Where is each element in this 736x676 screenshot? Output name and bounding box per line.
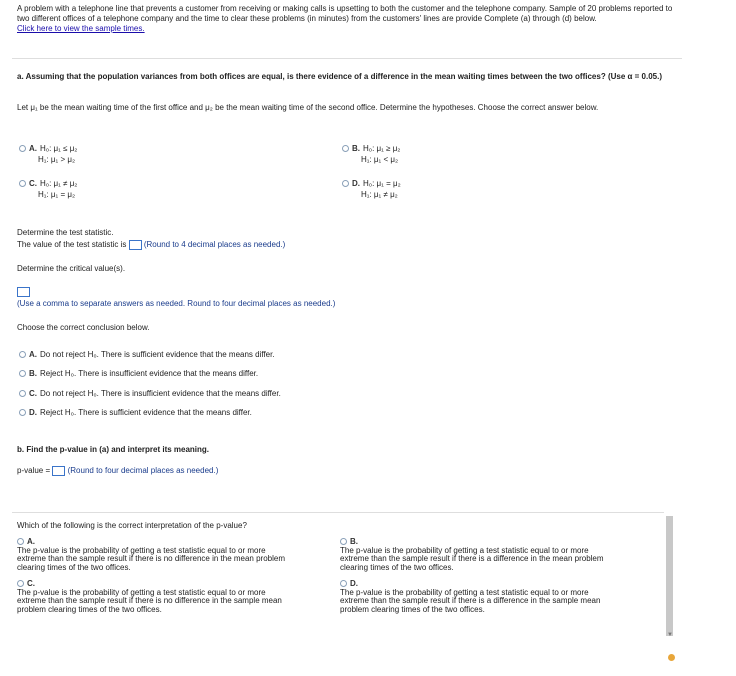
divider xyxy=(12,512,664,513)
radio-button[interactable] xyxy=(19,180,26,187)
conclusion-option-b[interactable]: B. Reject H₀. There is insufficient evidence that the means differ. xyxy=(19,369,258,379)
pvalue-hint: (Round to four decimal places as needed.) xyxy=(67,466,219,475)
critical-value-input[interactable] xyxy=(17,287,30,297)
test-stat-input[interactable] xyxy=(129,240,142,250)
part-a-question: a. Assuming that the population variances from both offices are equal, is there evidence of a difference in the mean waiting times between the two offices? (Use α = 0.05.) xyxy=(17,72,662,81)
hypothesis-option-d[interactable]: D. H₀: μ₁ = μ₂ H₁: μ₁ ≠ μ₂ xyxy=(342,178,401,200)
help-icon[interactable] xyxy=(668,654,675,661)
critical-value-heading: Determine the critical value(s). xyxy=(17,264,126,273)
hypothesis-option-c[interactable]: C. H₀: μ₁ ≠ μ₂ H₁: μ₁ = μ₂ xyxy=(19,178,77,200)
h1-text: H₁: μ₁ > μ₂ xyxy=(38,155,76,164)
pvalue-row xyxy=(17,465,218,476)
test-stat-row xyxy=(17,239,285,250)
options-scrollbar[interactable] xyxy=(666,516,673,636)
problem-intro xyxy=(17,4,682,34)
radio-button[interactable] xyxy=(19,409,26,416)
radio-button[interactable] xyxy=(19,370,26,377)
radio-button[interactable] xyxy=(19,351,26,358)
critical-value-input-row xyxy=(17,287,30,297)
intro-text: A problem with a telephone line that prevents a customer from receiving or making calls is upsetting to both the customer and the telephone company. Sample of 20 problems reported to two different offices of a telephone company and the time to clear these problems (in minutes) from the customers' lines are provide Complete (a) through (d) below. xyxy=(17,4,673,23)
h0-text: H₀: μ₁ = μ₂ xyxy=(363,179,401,188)
hypothesis-option-a[interactable]: A. H₀: μ₁ ≤ μ₂ H₁: μ₁ > μ₂ xyxy=(19,143,77,165)
interpretation-option-c[interactable]: C.The p-value is the probability of getting a test statistic equal to or more extreme than the sample result if there is no difference in the sample mean problem clearing times of the two offices. xyxy=(17,579,282,614)
h1-text: H₁: μ₁ < μ₂ xyxy=(361,155,399,164)
conclusion-option-c[interactable]: C. Do not reject H₀. There is insufficient evidence that the means differ. xyxy=(19,389,281,399)
hypotheses-instruction: Let μ₁ be the mean waiting time of the first office and μ₂ be the mean waiting time of the second office. Determine the hypotheses. Choose the correct answer below. xyxy=(17,103,599,112)
h1-text: H₁: μ₁ ≠ μ₂ xyxy=(361,190,398,199)
radio-button[interactable] xyxy=(17,580,24,587)
hypothesis-option-b[interactable]: B. H₀: μ₁ ≥ μ₂ H₁: μ₁ < μ₂ xyxy=(342,143,400,165)
conclusion-option-a[interactable]: A. Do not reject H₀. There is sufficient evidence that the means differ. xyxy=(19,350,275,360)
radio-button[interactable] xyxy=(340,580,347,587)
radio-button[interactable] xyxy=(19,390,26,397)
conclusion-heading: Choose the correct conclusion below. xyxy=(17,323,150,332)
pvalue-input[interactable] xyxy=(52,466,65,476)
radio-button[interactable] xyxy=(17,538,24,545)
radio-button[interactable] xyxy=(340,538,347,545)
h1-text: H₁: μ₁ = μ₂ xyxy=(38,190,76,199)
interpretation-option-a[interactable]: A.The p-value is the probability of getting a test statistic equal to or more extreme than the sample result if there is no difference in the mean problem clearing times of the two offices. xyxy=(17,537,285,572)
critical-value-hint: (Use a comma to separate answers as needed. Round to four decimal places as needed.) xyxy=(17,299,336,308)
test-stat-heading: Determine the test statistic. xyxy=(17,228,114,237)
scroll-down-arrow-icon[interactable]: ▼ xyxy=(667,632,673,638)
interpretation-option-d[interactable]: D.The p-value is the probability of getting a test statistic equal to or more extreme than the sample result if there is a difference in the sample mean problem clearing times of the two offices. xyxy=(340,579,601,614)
test-stat-prefix: The value of the test statistic is xyxy=(17,240,127,249)
divider xyxy=(12,58,682,59)
view-sample-times-link[interactable]: Click here to view the sample times. xyxy=(17,24,145,33)
interpretation-option-b[interactable]: B.The p-value is the probability of getting a test statistic equal to or more extreme than the sample result if there is a difference in the mean problem clearing times of the two offices. xyxy=(340,537,604,572)
h0-text: H₀: μ₁ ≠ μ₂ xyxy=(40,179,78,188)
interpretation-heading: Which of the following is the correct interpretation of the p-value? xyxy=(17,521,247,530)
part-b-question: b. Find the p-value in (a) and interpret its meaning. xyxy=(17,445,210,454)
radio-button[interactable] xyxy=(19,145,26,152)
test-stat-hint: (Round to 4 decimal places as needed.) xyxy=(143,240,286,249)
h0-text: H₀: μ₁ ≤ μ₂ xyxy=(40,144,78,153)
pvalue-prefix: p-value = xyxy=(17,466,51,475)
radio-button[interactable] xyxy=(342,180,349,187)
h0-text: H₀: μ₁ ≥ μ₂ xyxy=(363,144,401,153)
radio-button[interactable] xyxy=(342,145,349,152)
conclusion-option-d[interactable]: D. Reject H₀. There is sufficient evidence that the means differ. xyxy=(19,408,252,418)
